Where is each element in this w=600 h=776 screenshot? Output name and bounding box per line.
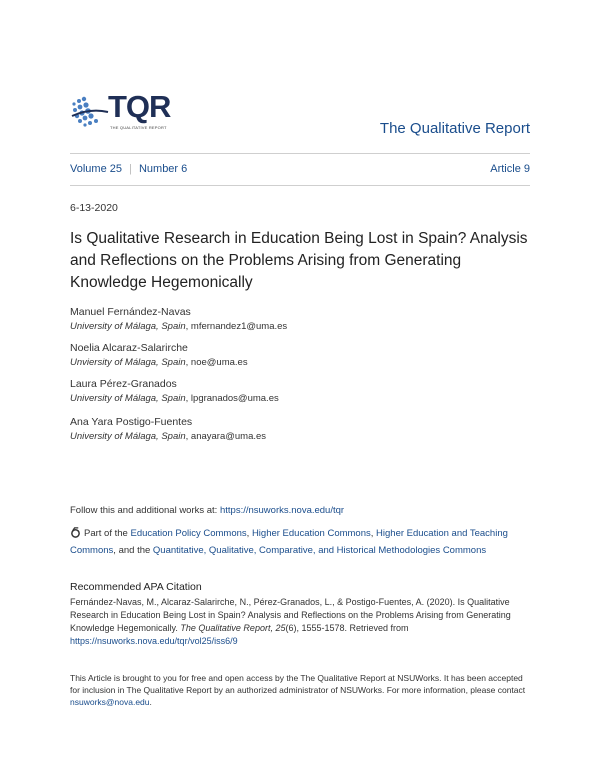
commons-link-higher-education-teaching[interactable]: Higher Education and Teaching Commons xyxy=(70,528,508,556)
author-email: mfernandez1@uma.es xyxy=(190,321,288,332)
article-link[interactable]: Article 9 xyxy=(490,163,530,175)
affiliation-text: University of Málaga, Spain xyxy=(70,321,186,332)
citation-body: Fernández-Navas, M., Alcaraz-Salarirche, N., Pérez-Granados, L., & Postigo-Fuentes, A. (2020). Is Qualitative Research in Education Being Lost in Spain? Analysis and Reflections on the Problems Arising from Generating Knowledge Hegemonically. xyxy=(70,597,511,633)
volume-number xyxy=(70,163,187,175)
article-title: Is Qualitative Research in Education Being Lost in Spain? Analysis and Reflections on the Problems Arising from Generating Knowledge Hegemonically xyxy=(70,230,528,291)
citation-text xyxy=(70,596,532,648)
follow-prefix: Follow this and additional works at: xyxy=(70,505,220,516)
number-link[interactable]: Number 6 xyxy=(138,163,188,175)
follow-line xyxy=(70,505,344,516)
period: . xyxy=(149,697,152,707)
volume-link[interactable]: Volume 25 xyxy=(70,163,122,175)
access-notice-text: This Article is brought to you for free and open access by the The Qualitative Report at NSUWorks. It has been accepted for inclusion in The Qualitative Report by an authorized administrator of NSUWorks. For more information, please contact xyxy=(70,673,526,695)
author-email: lpgranados@uma.es xyxy=(190,393,279,404)
author-affiliation: University of Málaga, Spain, mfernandez1@uma.es xyxy=(70,321,288,332)
author-email: anayara@uma.es xyxy=(190,431,267,442)
meta-separator: | xyxy=(129,163,132,175)
affiliation-text: University of Málaga, Spain xyxy=(70,393,186,404)
commons-link-education-policy[interactable]: Education Policy Commons xyxy=(130,528,247,539)
access-notice xyxy=(70,672,532,708)
separator: , and the xyxy=(113,545,153,556)
affiliation-text: University of Málaga, Spain xyxy=(70,431,186,442)
author-name: Noelia Alcaraz-Salarirche xyxy=(70,342,188,354)
journal-name-link[interactable]: The Qualitative Report xyxy=(379,120,530,137)
divider-bottom xyxy=(70,185,530,186)
author-email: noe@uma.es xyxy=(190,357,248,368)
citation-journal: The Qualitative Report, 25 xyxy=(180,623,286,633)
citation-heading: Recommended APA Citation xyxy=(70,581,202,593)
contact-email-link[interactable]: nsuworks@nova.edu xyxy=(70,697,150,707)
publication-date: 6-13-2020 xyxy=(70,202,118,214)
part-of-commons xyxy=(70,525,532,559)
author-affiliation: University of Málaga, Spain, anayara@uma.es xyxy=(70,431,267,442)
commons-link-methodologies[interactable]: Quantitative, Qualitative, Comparative, and Historical Methodologies Commons xyxy=(152,545,487,556)
citation-url-link[interactable]: https://nsuworks.nova.edu/tqr/vol25/iss6/9 xyxy=(70,636,238,646)
separator: , xyxy=(370,528,377,539)
citation-pages: (6), 1555-1578. Retrieved from xyxy=(285,623,409,633)
commons-link-higher-education[interactable]: Higher Education Commons xyxy=(251,528,371,539)
author-name: Ana Yara Postigo-Fuentes xyxy=(70,416,193,428)
divider-top xyxy=(70,153,530,154)
affiliation-text: Unviersity of Málaga, Spain xyxy=(70,357,186,368)
logo-wordmark: TQR xyxy=(108,89,171,124)
open-access-icon xyxy=(70,527,81,538)
author-affiliation: University of Málaga, Spain, lpgranados@uma.es xyxy=(70,393,279,404)
separator: , xyxy=(246,528,252,539)
follow-link[interactable]: https://nsuworks.nova.edu/tqr xyxy=(219,505,345,516)
author-affiliation: Unviersity of Málaga, Spain, noe@uma.es xyxy=(70,357,248,368)
part-of-prefix: Part of the xyxy=(84,528,131,539)
author-name: Manuel Fernández-Navas xyxy=(70,306,191,318)
logo-subtitle: THE QUALITATIVE REPORT xyxy=(110,125,167,130)
author-name: Laura Pérez-Granados xyxy=(70,378,177,390)
